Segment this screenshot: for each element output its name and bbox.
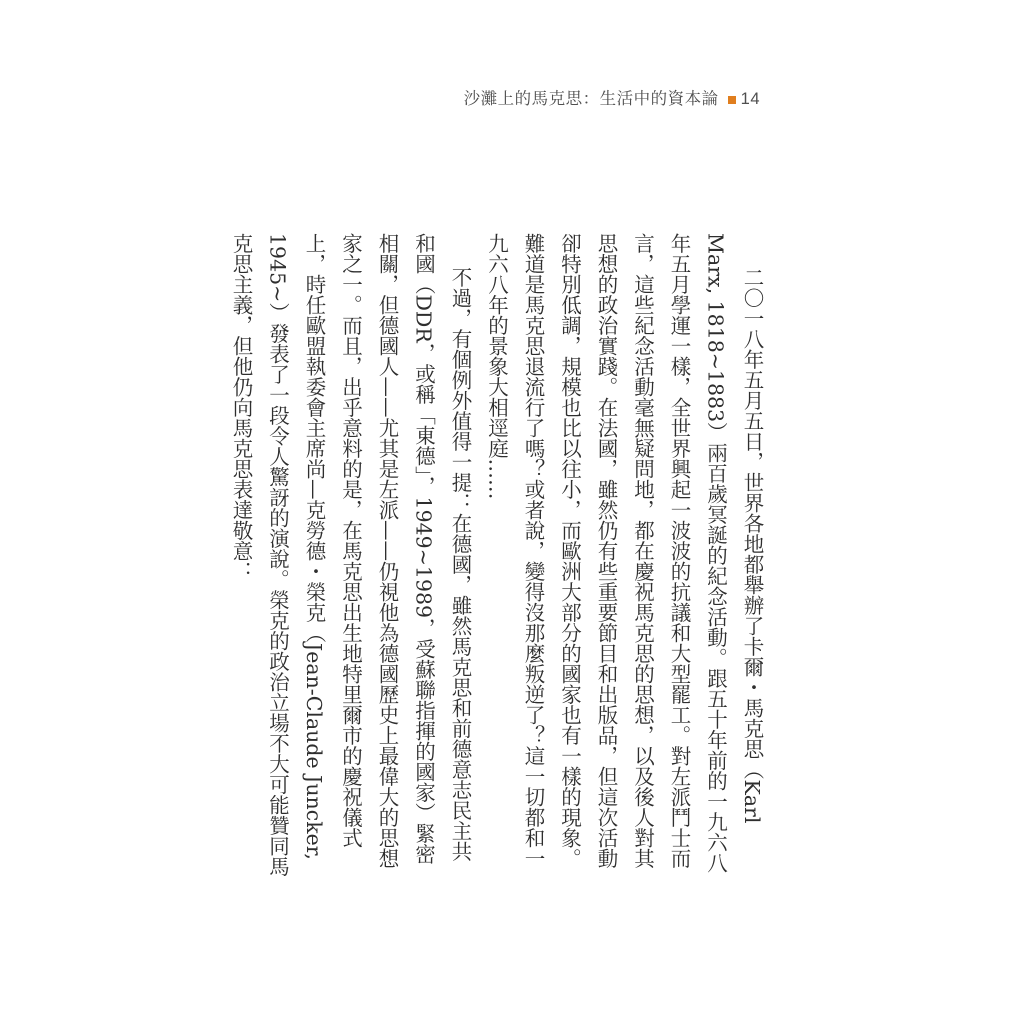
running-header	[464, 90, 760, 108]
paragraph-2: 不過，有個例外值得一提：在德國，雖然馬克思和前德意志民主共和國（DDR，或稱「東德」，1949~1989，受蘇聯指揮的國家）緊密相關，但德國人——尤其是左派——仍視他為德國歷史上最偉大的思想家之一。而且，出乎意料的是，在馬克思出生地特里爾市的慶祝儀式上，時任歐盟執委會主席尚—克勞德・榮克（Jean-Claude Juncker, 1945~）發表了一段令人驚訝的演說。榮克的政治立場不大可能贊同馬克思主義，但他仍向馬克思表達敬意：	[229, 233, 472, 877]
page-number: 14	[740, 90, 760, 108]
orange-square-icon	[728, 96, 736, 104]
paragraph-1: 二〇一八年五月五日，世界各地都舉辦了卡爾・馬克思（Karl Marx, 1818~1883）兩百歲冥誕的紀念活動。跟五十年前的一九六八年五月學運一樣，全世界興起一波波的抗議和大型罷工。對左派鬥士而言，這些紀念活動毫無疑問地，都在慶祝馬克思的思想，以及後人對其思想的政治實踐。在法國，雖然仍有些重要節目和出版品，但這次活動卻特別低調，規模也比以往小，而歐洲大部分的國家也有一樣的現象。難道是馬克思退流行了嗎？或者說，變得沒那麼叛逆了？這一切都和一九六八年的景象大相逕庭……	[484, 233, 764, 874]
running-title: 沙灘上的馬克思：生活中的資本論	[463, 90, 719, 108]
main-text-block	[223, 233, 771, 878]
